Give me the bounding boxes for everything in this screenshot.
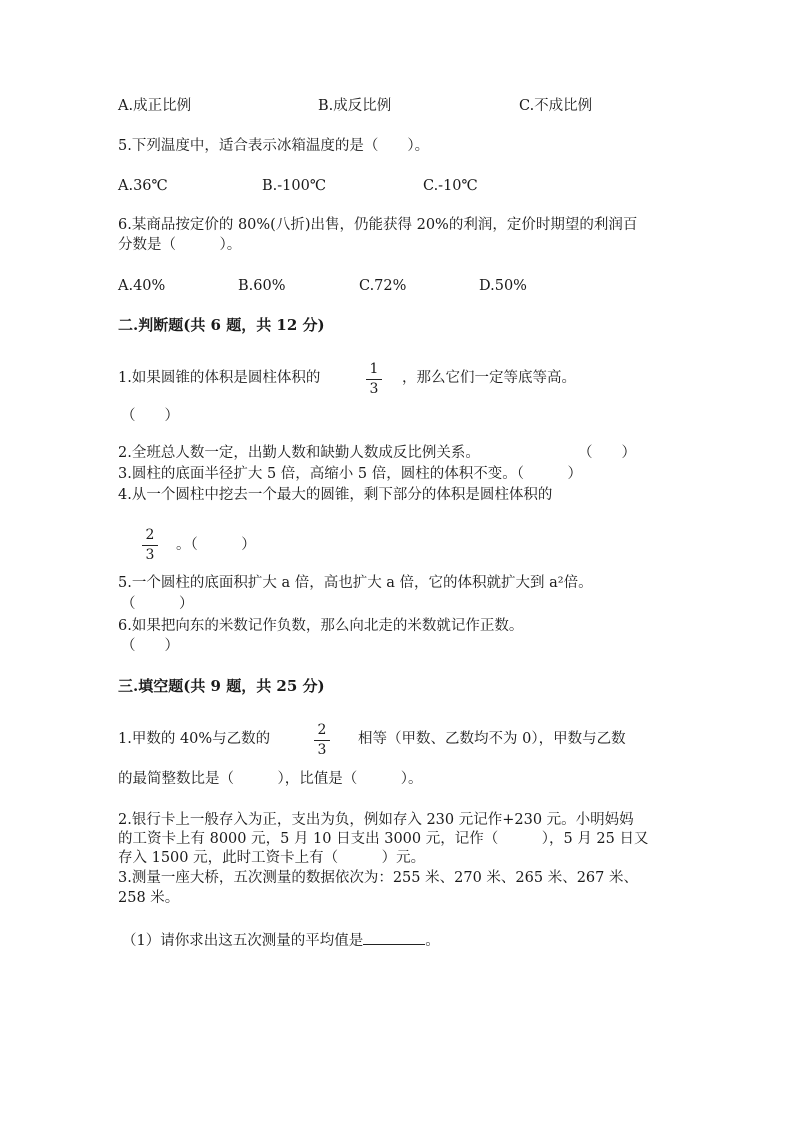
q4-option-b: B.成反比例 (318, 98, 392, 114)
judge-q1-answer-paren: （ ） (121, 408, 179, 424)
subquestion-1-text: （1）请你求出这五次测量的平均值是 (122, 933, 364, 949)
section3-heading: 三.填空题(共 9 题，共 25 分) (118, 677, 325, 695)
judge-q6-answer-paren: （ ） (121, 638, 179, 654)
q5-option-b: B.-100℃ (262, 178, 327, 194)
q5-option-c: C.-10℃ (423, 178, 478, 194)
fraction-denominator: 3 (317, 742, 327, 758)
fill-q1-text-line2: 的最简整数比是（ ），比值是（ ）。 (118, 771, 423, 787)
q5-text: 5.下列温度中，适合表示冰箱温度的是（ ）。 (118, 138, 430, 154)
judge-q1-fraction (365, 362, 383, 397)
q6-option-b: B.60% (238, 278, 286, 294)
q6-option-c: C.72% (359, 278, 407, 294)
judge-q3-text: 3.圆柱的底面半径扩大 5 倍，高缩小 5 倍，圆柱的体积不变。（ ） (118, 466, 582, 482)
q5-option-a: A.36℃ (118, 178, 168, 194)
fraction-bar (366, 379, 382, 380)
judge-q1-text: 1.如果圆锥的体积是圆柱体积的 (118, 370, 321, 386)
fill-q1-fraction (313, 723, 331, 758)
q6-text-line2: 分数是（ ）。 (118, 237, 242, 253)
q6-option-a: A.40% (118, 278, 166, 294)
fraction-denominator: 3 (145, 547, 155, 563)
judge-q5-text: 5.一个圆柱的底面积扩大 a 倍，高也扩大 a 倍，它的体积就扩大到 a²倍。 (118, 575, 593, 591)
section2-heading: 二.判断题(共 6 题，共 12 分) (118, 316, 325, 334)
judge-q1-text-end: ，那么它们一定等底等高。 (402, 370, 576, 386)
judge-q4-text-end: 。（ ） (176, 537, 256, 553)
fill-q3-subquestion-1 (122, 930, 440, 951)
q4-option-c: C.不成比例 (519, 98, 593, 114)
fill-q2-text-line3: 存入 1500 元，此时工资卡上有（ ）元。 (118, 850, 426, 866)
fill-q1-text-end: 相等（甲数、乙数均不为 0），甲数与乙数 (358, 731, 626, 747)
judge-q2-text: 2.全班总人数一定，出勤人数和缺勤人数成反比例关系。 (118, 445, 480, 461)
fill-q3-text-line2: 258 米。 (118, 890, 180, 906)
fill-q2-text-line2: 的工资卡上有 8000 元，5 月 10 日支出 3000 元，记作（ ），5 月 25 日又 (118, 831, 649, 847)
judge-q4-fraction (141, 528, 159, 563)
judge-q5-answer-paren: （ ） (121, 596, 194, 612)
q4-option-a: A.成正比例 (118, 98, 192, 114)
judge-q6-text: 6.如果把向东的米数记作负数，那么向北走的米数就记作正数。 (118, 618, 524, 634)
judge-q2-answer-paren: （ ） (578, 445, 636, 461)
fraction-bar (314, 740, 330, 741)
subquestion-1-end: 。 (425, 933, 440, 949)
fill-q3-text-line1: 3.测量一座大桥，五次测量的数据依次为：255 米、270 米、265 米、267 米、 (118, 870, 638, 886)
fraction-numerator: 2 (317, 722, 327, 738)
fraction-numerator: 1 (369, 361, 379, 377)
q6-option-d: D.50% (479, 278, 527, 294)
fraction-numerator: 2 (145, 527, 155, 543)
q6-text-line1: 6.某商品按定价的 80%(八折)出售，仍能获得 20%的利润，定价时期望的利润百 (118, 217, 638, 233)
answer-blank[interactable] (363, 930, 425, 945)
fraction-bar (142, 545, 158, 546)
fraction-denominator: 3 (369, 381, 379, 397)
judge-q4-text: 4.从一个圆柱中挖去一个最大的圆锥，剩下部分的体积是圆柱体积的 (118, 487, 553, 503)
fill-q1-text: 1.甲数的 40%与乙数的 (118, 731, 271, 747)
fill-q2-text-line1: 2.银行卡上一般存入为正，支出为负，例如存入 230 元记作+230 元。小明妈妈 (118, 812, 634, 828)
